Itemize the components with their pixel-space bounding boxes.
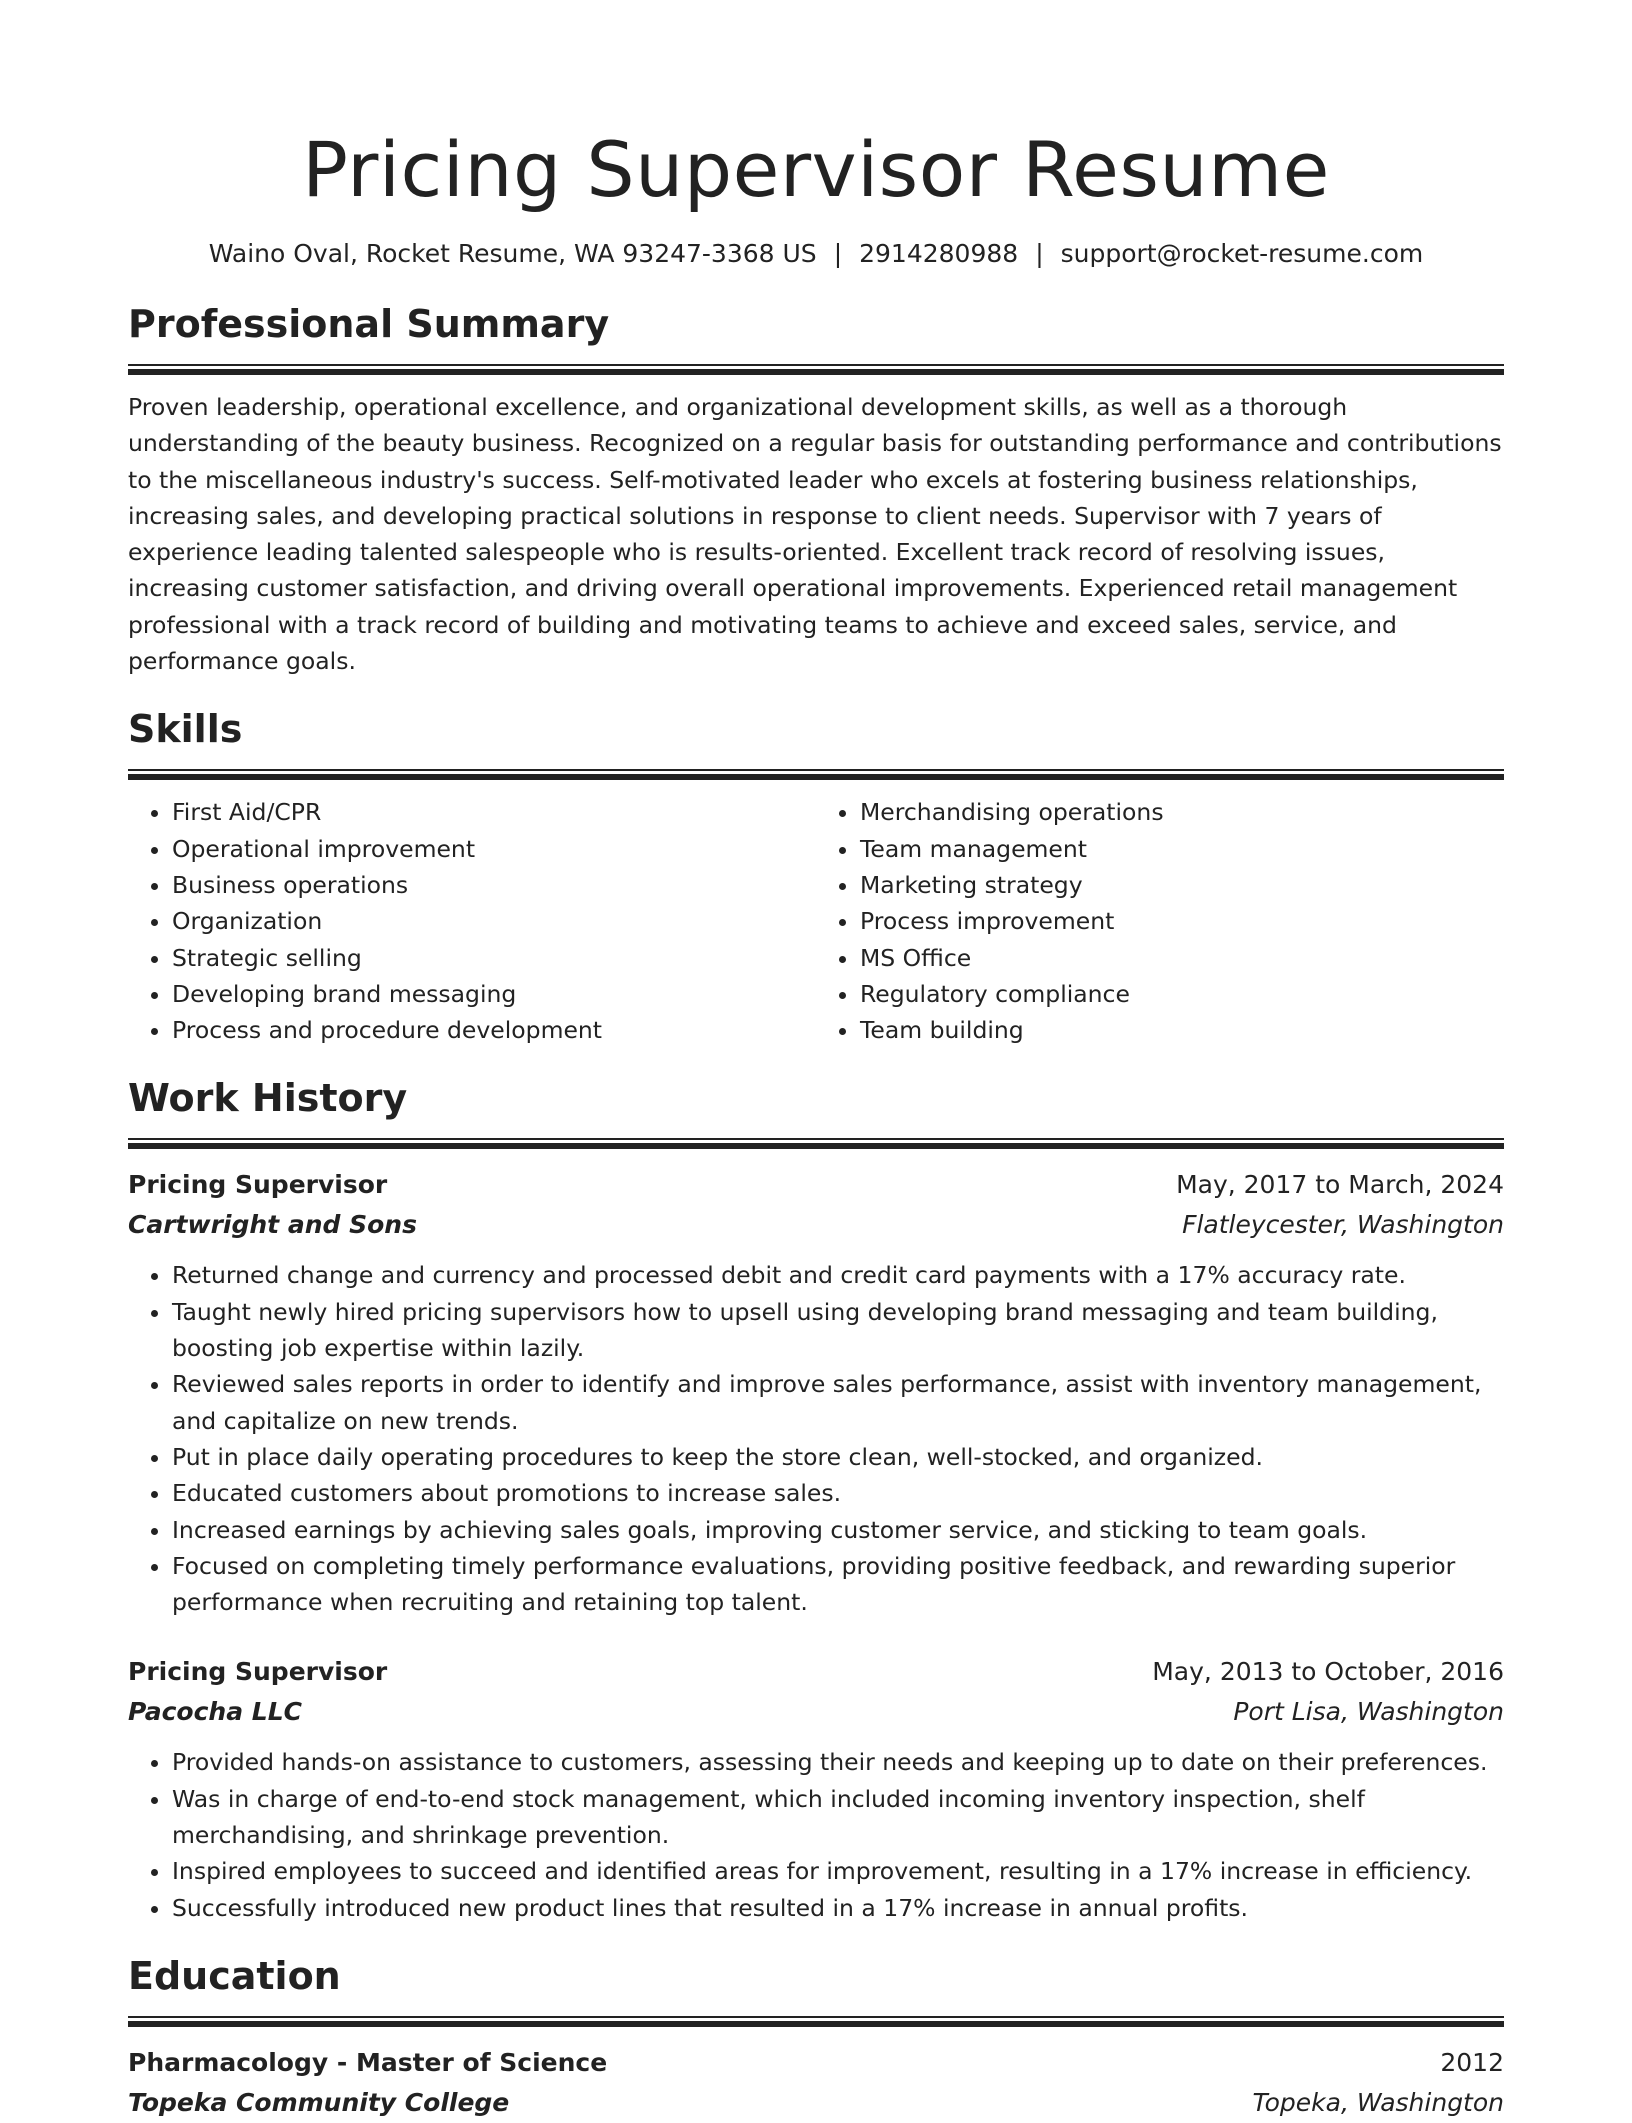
education-section bbox=[128, 1952, 1504, 2123]
skill-item: • First Aid/CPR bbox=[172, 794, 816, 830]
job-bullet: • Focused on completing timely performance evaluations, providing positive feedback, and rewarding superior performance when recruiting and retaining top talent. bbox=[172, 1548, 1504, 1621]
section-divider bbox=[128, 769, 1504, 780]
skill-item: • Team management bbox=[860, 831, 1504, 867]
section-divider bbox=[128, 1138, 1504, 1149]
job-entry bbox=[128, 1652, 1504, 1925]
skills-section bbox=[128, 705, 1504, 1048]
education-location: Topeka, Washington bbox=[1252, 2087, 1504, 2117]
education-degree: Pharmacology - Master of Science bbox=[128, 2047, 608, 2077]
job-bullet: • Educated customers about promotions to increase sales. bbox=[172, 1475, 1504, 1511]
page-title: Pricing Supervisor Resume bbox=[302, 125, 1330, 214]
job-bullet: • Inspired employees to succeed and identified areas for improvement, resulting in a 17% increase in efficiency. bbox=[172, 1853, 1504, 1889]
work-history-section bbox=[128, 1074, 1504, 1925]
job-location: Flatleycester, Washington bbox=[1182, 1210, 1504, 1240]
job-title: Pricing Supervisor bbox=[128, 1657, 388, 1687]
contact-phone: 2914280988 bbox=[859, 239, 1019, 268]
job-company: Cartwright and Sons bbox=[128, 1210, 417, 1240]
skill-item: • Team building bbox=[860, 1012, 1504, 1048]
contact-line bbox=[128, 236, 1504, 272]
skill-item: • Operational improvement bbox=[172, 831, 816, 867]
job-dates: May, 2013 to October, 2016 bbox=[1152, 1657, 1504, 1687]
job-company: Pacocha LLC bbox=[128, 1697, 302, 1727]
contact-separator: | bbox=[833, 239, 843, 268]
skill-item: • Regulatory compliance bbox=[860, 976, 1504, 1012]
skill-item: • Process and procedure development bbox=[172, 1012, 816, 1048]
summary-heading: Professional Summary bbox=[128, 302, 610, 346]
contact-separator: | bbox=[1035, 239, 1044, 268]
skill-item: • Process improvement bbox=[860, 903, 1504, 939]
job-bullet: • Taught newly hired pricing supervisors how to upsell using developing brand messaging and team building, boosting job expertise within lazily. bbox=[172, 1294, 1504, 1367]
skill-item: • Marketing strategy bbox=[860, 867, 1504, 903]
skills-right-list bbox=[816, 794, 1504, 1048]
skill-item: • Merchandising operations bbox=[860, 794, 1504, 830]
job-entry bbox=[128, 1165, 1504, 1620]
education-entry bbox=[128, 2043, 1504, 2123]
summary-section bbox=[128, 300, 1504, 679]
job-title: Pricing Supervisor bbox=[128, 1170, 388, 1200]
job-dates: May, 2017 to March, 2024 bbox=[1176, 1170, 1504, 1200]
job-bullet: • Reviewed sales reports in order to identify and improve sales performance, assist with inventory management, and capitalize on new trends. bbox=[172, 1366, 1504, 1439]
work-history-heading: Work History bbox=[128, 1076, 408, 1121]
skill-item: • Strategic selling bbox=[172, 940, 816, 976]
summary-text: Proven leadership, operational excellence, and organizational development skills, as well as a thorough understanding of the beauty business. Recognized on a regular basis for outstanding performance and contributions to the miscellaneous industry's success. Self-motivated leader who excels at fostering business relationships, increasing sales, and developing practical solutions in response to client needs. Supervisor with 7 years of experience leading talented salespeople who is results-oriented. Excellent track record of resolving issues, increasing customer satisfaction, and driving overall operational improvements. Experienced retail management professional with a track record of building and motivating teams to achieve and exceed sales, service, and performance goals. bbox=[128, 393, 1502, 676]
job-location: Port Lisa, Washington bbox=[1233, 1697, 1504, 1727]
skill-item: • Developing brand messaging bbox=[172, 976, 816, 1012]
education-heading: Education bbox=[128, 1953, 341, 1998]
skills-columns bbox=[128, 794, 1504, 1048]
education-school: Topeka Community College bbox=[128, 2087, 510, 2117]
section-divider bbox=[128, 2016, 1504, 2027]
contact-address: Waino Oval, Rocket Resume, WA 93247-3368 US bbox=[208, 239, 817, 268]
skills-left-list bbox=[128, 794, 816, 1048]
job-bullet: • Was in charge of end-to-end stock management, which included incoming inventory inspection, shelf merchandising, and shrinkage prevention. bbox=[172, 1781, 1504, 1854]
job-bullet: • Put in place daily operating procedures to keep the store clean, well-stocked, and organized. bbox=[172, 1439, 1504, 1475]
job-bullet: • Returned change and currency and processed debit and credit card payments with a 17% accuracy rate. bbox=[172, 1257, 1504, 1293]
job-bullets bbox=[128, 1744, 1504, 1925]
skills-heading: Skills bbox=[128, 707, 243, 752]
job-bullets bbox=[128, 1257, 1504, 1620]
job-bullet: • Successfully introduced new product lines that resulted in a 17% increase in annual profits. bbox=[172, 1890, 1504, 1926]
education-year: 2012 bbox=[1440, 2047, 1504, 2077]
skill-item: • Organization bbox=[172, 903, 816, 939]
skill-item: • MS Office bbox=[860, 940, 1504, 976]
job-bullet: • Provided hands-on assistance to customers, assessing their needs and keeping up to date on their preferences. bbox=[172, 1744, 1504, 1780]
job-bullet: • Increased earnings by achieving sales goals, improving customer service, and sticking to team goals. bbox=[172, 1512, 1504, 1548]
contact-email: support@rocket-resume.com bbox=[1060, 239, 1424, 268]
skill-item: • Business operations bbox=[172, 867, 816, 903]
section-divider bbox=[128, 364, 1504, 375]
